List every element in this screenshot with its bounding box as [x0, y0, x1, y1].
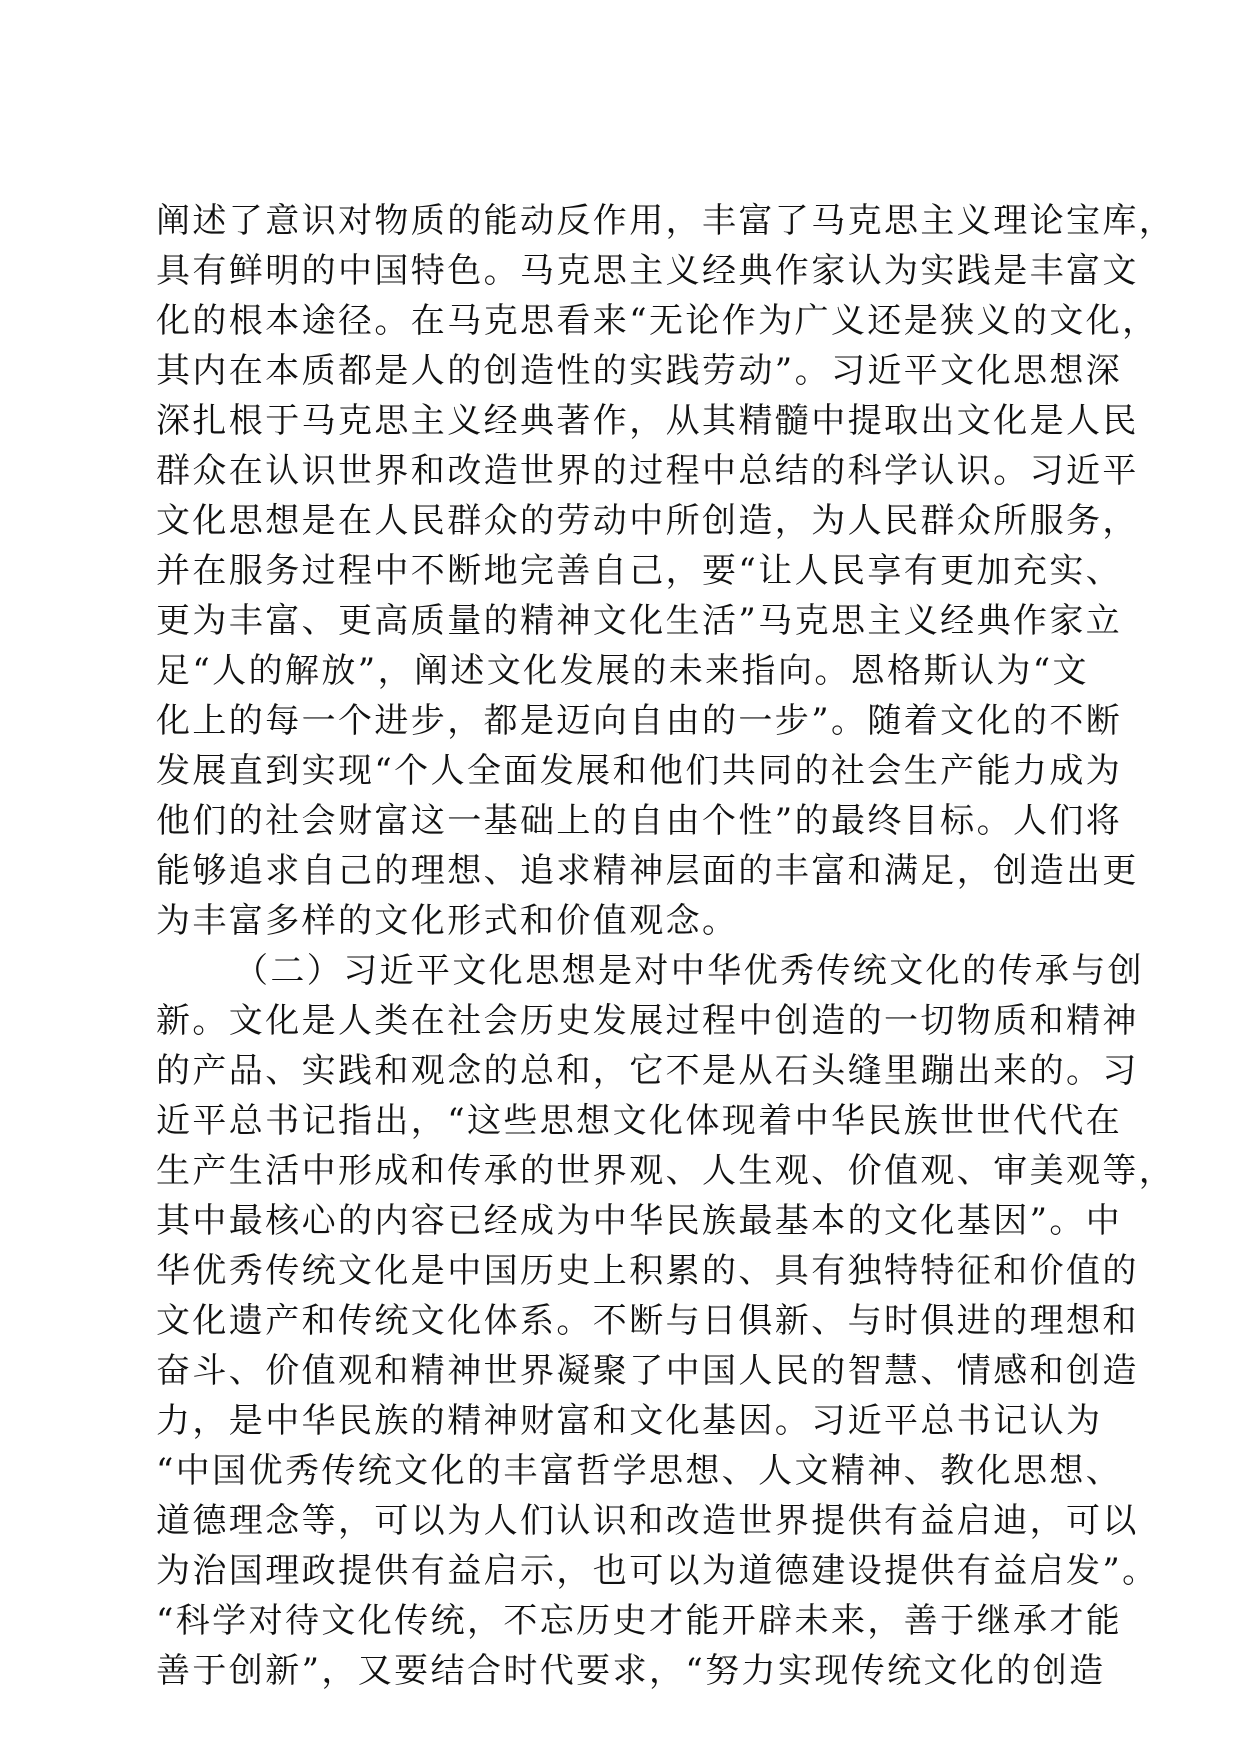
text-line: “中国优秀传统文化的丰富哲学思想、人文精神、教化思想、 — [156, 1451, 1123, 1491]
text-line: 文化遗产和传统文化体系。不断与日俱新、与时俱进的理想和 — [156, 1301, 1139, 1341]
text-line: 为丰富多样的文化形式和价值观念。 — [156, 901, 739, 941]
text-line: 新。文化是人类在社会历史发展过程中创造的一切物质和精神 — [156, 1001, 1139, 1041]
text-line: 他们的社会财富这一基础上的自由个性”的最终目标。人们将 — [156, 801, 1123, 841]
text-line: 足“人的解放”，阐述文化发展的未来指向。恩格斯认为“文 — [156, 651, 1089, 691]
text-line: 更为丰富、更高质量的精神文化生活”马克思主义经典作家立 — [156, 601, 1123, 641]
text-line: 其内在本质都是人的创造性的实践劳动”。习近平文化思想深 — [156, 351, 1123, 391]
text-line: 深扎根于马克思主义经典著作，从其精髓中提取出文化是人民 — [156, 401, 1139, 441]
text-line: 化上的每一个进步，都是迈向自由的一步”。随着文化的不断 — [156, 701, 1123, 741]
text-line: 华优秀传统文化是中国历史上积累的、具有独特特征和价值的 — [156, 1251, 1139, 1291]
text-line: 并在服务过程中不断地完善自己，要“让人民享有更加充实、 — [156, 551, 1123, 591]
text-line: 道德理念等，可以为人们认识和改造世界提供有益启迪，可以 — [156, 1501, 1139, 1541]
text-line: 群众在认识世界和改造世界的过程中总结的科学认识。习近平 — [156, 451, 1139, 491]
text-line: 文化思想是在人民群众的劳动中所创造，为人民群众所服务， — [156, 501, 1139, 541]
text-line: 奋斗、价值观和精神世界凝聚了中国人民的智慧、情感和创造 — [156, 1351, 1139, 1391]
section-heading-line: （二）习近平文化思想是对中华优秀传统文化的传承与创 — [234, 951, 1144, 991]
text-line: 阐述了意识对物质的能动反作用，丰富了马克思主义理论宝库， — [156, 201, 1176, 241]
document-body — [156, 196, 1176, 1696]
text-line: 发展直到实现“个人全面发展和他们共同的社会生产能力成为 — [156, 751, 1123, 791]
text-line: 生产生活中形成和传承的世界观、人生观、价值观、审美观等， — [156, 1151, 1176, 1191]
text-line: 其中最核心的内容已经成为中华民族最基本的文化基因”。中 — [156, 1201, 1123, 1241]
text-line: 的产品、实践和观念的总和，它不是从石头缝里蹦出来的。习 — [156, 1051, 1139, 1091]
text-line: 具有鲜明的中国特色。马克思主义经典作家认为实践是丰富文 — [156, 251, 1139, 291]
text-line: 化的根本途径。在马克思看来“无论作为广义还是狭义的文化， — [156, 301, 1159, 341]
text-line: 为治国理政提供有益启示，也可以为道德建设提供有益启发”。 — [156, 1551, 1159, 1591]
text-line: 近平总书记指出，“这些思想文化体现着中华民族世世代代在 — [156, 1101, 1123, 1141]
text-line: “科学对待文化传统，不忘历史才能开辟未来，善于继承才能 — [156, 1601, 1123, 1641]
text-line: 善于创新”，又要结合时代要求，“努力实现传统文化的创造 — [156, 1651, 1106, 1691]
text-line: 能够追求自己的理想、追求精神层面的丰富和满足，创造出更 — [156, 851, 1139, 891]
text-line: 力，是中华民族的精神财富和文化基因。习近平总书记认为 — [156, 1401, 1103, 1441]
